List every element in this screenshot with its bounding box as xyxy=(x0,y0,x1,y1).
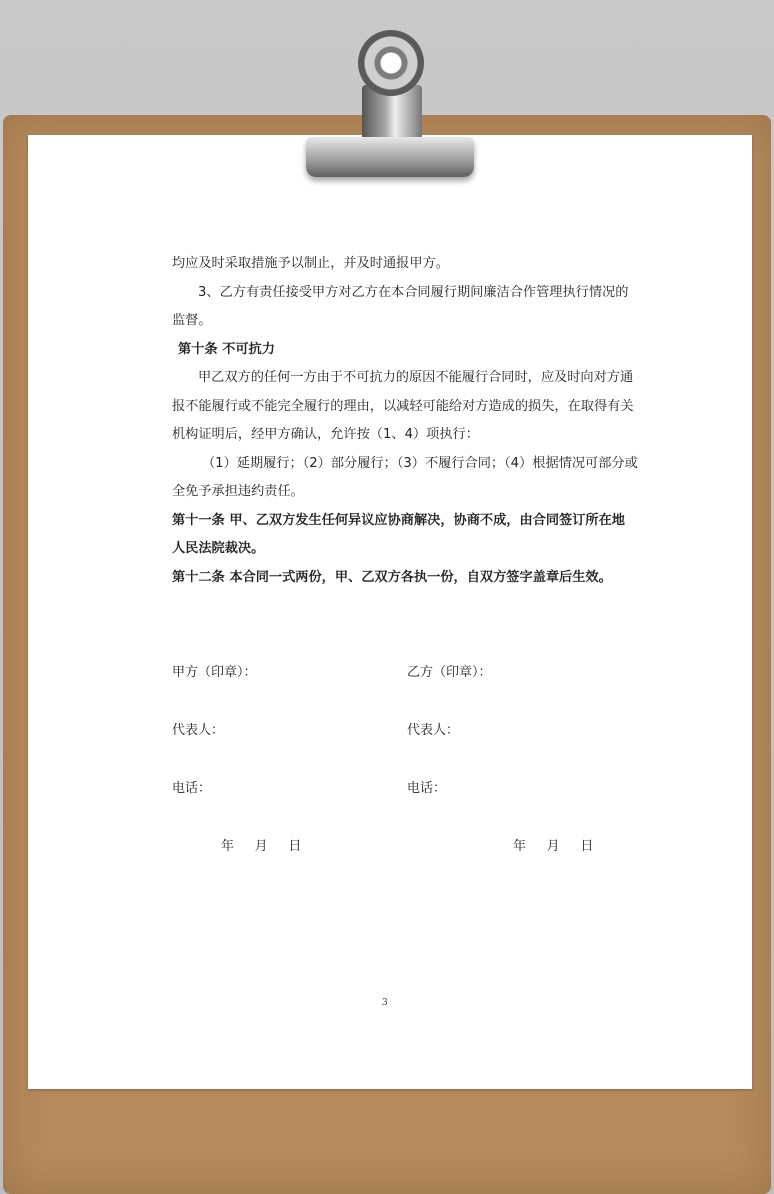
body-line: （1）延期履行；（2）部分履行；（3）不履行合同；（4）根据情况可部分或 xyxy=(202,455,638,471)
body-line: 甲乙双方的任何一方由于不可抗力的原因不能履行合同时，应及时向对方通 xyxy=(198,370,634,385)
body-line: 全免予承担违约责任。 xyxy=(172,484,304,499)
party-a-date: 年 月 日 xyxy=(221,839,302,854)
body-line: 监督。 xyxy=(172,313,212,328)
contract-body xyxy=(172,250,638,592)
party-b-representative-label: 代表人： xyxy=(407,723,460,738)
binder-clip-icon xyxy=(300,25,480,175)
section-heading: 第十二条 本合同一式两份，甲、乙双方各执一份，自双方签字盖章后生效。 xyxy=(172,569,612,585)
party-b-seal-label: 乙方（印章）： xyxy=(407,665,492,680)
body-line: 均应及时采取措施予以制止，并及时通报甲方。 xyxy=(172,256,449,271)
section-heading: 第十条 不可抗力 xyxy=(178,341,275,357)
party-b-phone-label: 电话： xyxy=(407,781,447,796)
party-a-seal-label: 甲方（印章）： xyxy=(172,665,257,680)
party-b-date: 年 月 日 xyxy=(513,839,594,854)
body-line: 机构证明后，经甲方确认，允许按（1、4）项执行： xyxy=(172,427,479,442)
body-line: 3、乙方有责任接受甲方对乙方在本合同履行期间廉洁合作管理执行情况的 xyxy=(198,284,629,300)
party-a-phone-label: 电话： xyxy=(172,781,212,796)
body-line: 人民法院裁决。 xyxy=(172,541,265,556)
page-number: 3 xyxy=(382,998,388,1008)
body-line: 报不能履行或不能完全履行的理由，以减轻可能给对方造成的损失，在取得有关 xyxy=(172,398,634,414)
party-a-representative-label: 代表人： xyxy=(172,723,225,738)
section-heading: 第十一条 甲、乙双方发生任何异议应协商解决，协商不成，由合同签订所在地 xyxy=(172,512,625,528)
